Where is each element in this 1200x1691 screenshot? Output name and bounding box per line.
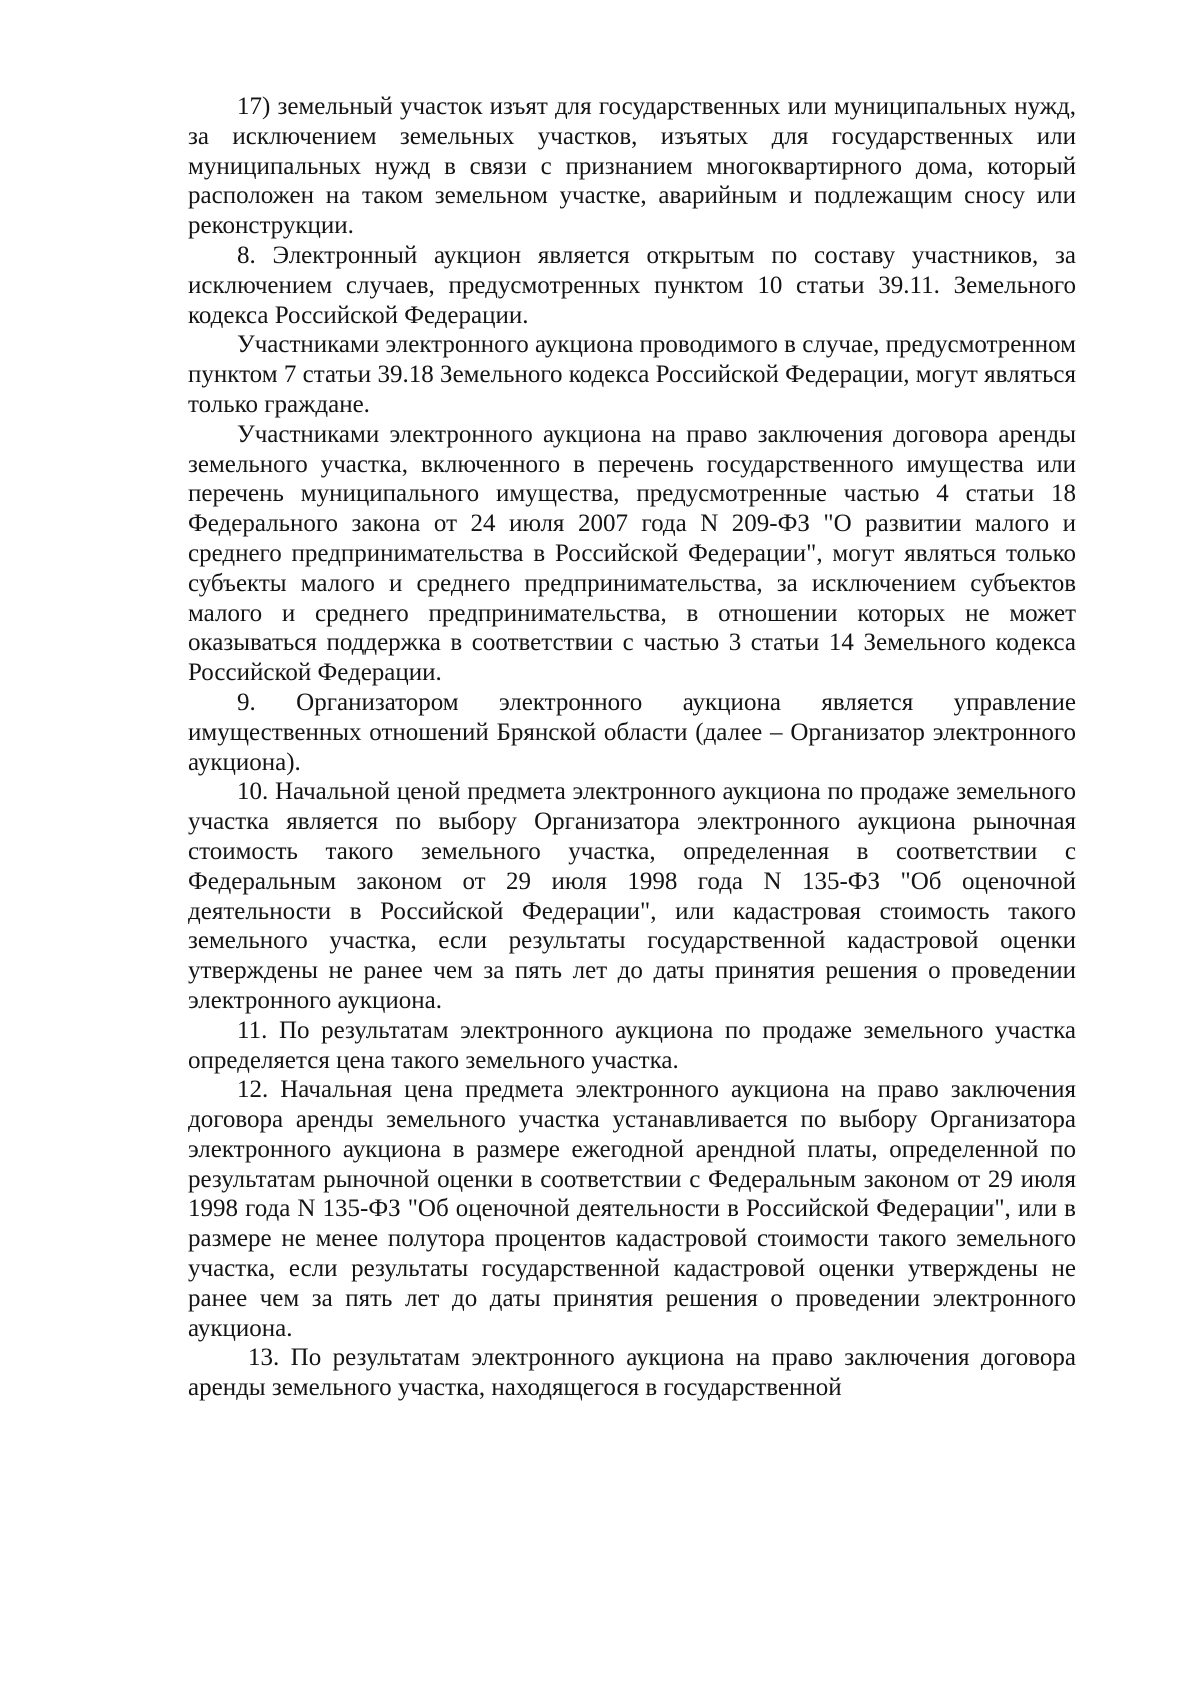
paragraph-clause-11: 11. По результатам электронного аукциона по продаже земельного участка определяется цена такого земельного участка. bbox=[188, 1016, 1076, 1074]
paragraph-clause-10: 10. Начальной ценой предмета электронного аукциона по продаже земельного участка является по выбору Организатора электронного аукциона рыночная стоимость такого земельного участка, определенная в соответствии с Федеральным законом от 29 июля 1998 года N 135-ФЗ "Об оценочной деятельности в Российской Федерации", или кадастровая стоимость такого земельного участка, если результаты государственной кадастровой оценки утверждены не ранее чем за пять лет до даты принятия решения о проведении электронного аукциона. bbox=[188, 778, 1076, 1014]
paragraph-item-17: 17) земельный участок изъят для государственных или муниципальных нужд, за исключением земельных участков, изъятых для государственных или муниципальных нужд в связи с признанием многоквартирного дома, который расположен на таком земельном участке, аварийным и подлежащим сносу или реконструкции. bbox=[188, 93, 1076, 240]
paragraph-participants-citizens: Участниками электронного аукциона проводимого в случае, предусмотренном пунктом 7 статьи 39.18 Земельного кодекса Российской Федерации, могут являться только граждане. bbox=[188, 331, 1076, 418]
paragraph-clause-13: 13. По результатам электронного аукциона на право заключения договора аренды земельного участка, находящегося в государственной bbox=[188, 1344, 1076, 1402]
document-body bbox=[188, 92, 1076, 1403]
paragraph-clause-9: 9. Организатором электронного аукциона является управление имущественных отношений Брянской области (далее – Организатор электронного аукциона). bbox=[188, 688, 1076, 776]
paragraph-clause-12: 12. Начальная цена предмета электронного аукциона на право заключения договора аренды земельного участка устанавливается по выбору Организатора электронного аукциона в размере ежегодной арендной платы, определенной по результатам рыночной оценки в соответствии с Федеральным законом от 29 июля 1998 года N 135-ФЗ "Об оценочной деятельности в Российской Федерации", или в размере не менее полутора процентов кадастровой стоимости такого земельного участка, если результаты государственной кадастровой оценки утверждены не ранее чем за пять лет до даты принятия решения о проведении электронного аукциона. bbox=[188, 1076, 1076, 1342]
paragraph-participants-sme: Участниками электронного аукциона на право заключения договора аренды земельного участка, включенного в перечень государственного имущества или перечень муниципального имущества, предусмотренные частью 4 статьи 18 Федерального закона от 24 июля 2007 года N 209-ФЗ "О развитии малого и среднего предпринимательства в Российской Федерации", могут являться только субъекты малого и среднего предпринимательства, за исключением субъектов малого и среднего предпринимательства, в отношении которых не может оказываться поддержка в соответствии с частью 3 статьи 14 Земельного кодекса Российской Федерации. bbox=[188, 420, 1076, 687]
paragraph-clause-8: 8. Электронный аукцион является открытым по составу участников, за исключением случаев, предусмотренных пунктом 10 статьи 39.11. Земельного кодекса Российской Федерации. bbox=[188, 241, 1076, 329]
